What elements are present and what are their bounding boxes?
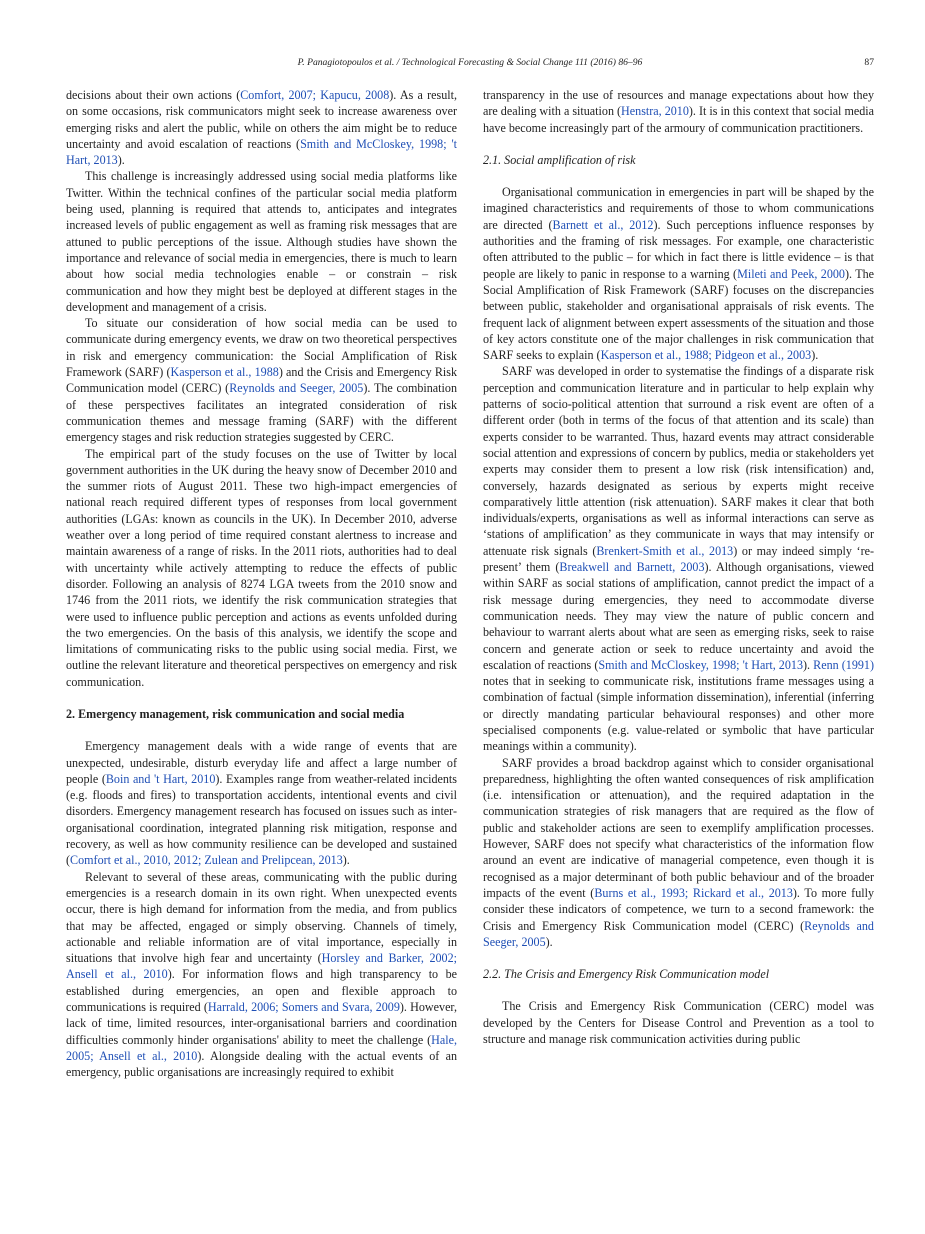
running-header [66,57,874,73]
paragraph: The empirical part of the study focuses on the use of Twitter by local government authorities in the UK during the heavy snow of December 2010 and the summer riots of August 2011. These two high-impact emergencies of national reach required different types of responses from local government authorities (LGAs: known as councils in the UK). In December 2010, adverse weather over a long period of time required constant alertness to increase and maintain awareness of a range of risks. In the 2011 riots, authorities had to deal with uncertainty while actively attempting to reduce the effects of public disorder. Following an analysis of 8274 LGA tweets from the 2010 snow and 1746 from the 2011 riots, we identify the risk communication strategies that were used to influence public perception and actions as events unfolded during the two emergencies. On the basis of this analysis, we identify the scope and limitations of communicating risks to the public using social media. First, we outline the relevant literature and theoretical perspectives on emergency and risk communication. [66,446,457,689]
citation-link[interactable]: Hale, 2005; Ansell et al., 2010 [66,1032,457,1063]
page-number: 87 [864,57,874,68]
citation-link[interactable]: Horsley and Barker, 2002; Ansell et al., 2010 [66,951,458,982]
paragraph: The Crisis and Emergency Risk Communication (CERC) model was developed by the Centers for Disease Control and Prevention as a tool to structure and manage risk communication activities during public [483,999,874,1047]
citation-link[interactable]: Smith and McCloskey, 1998; 't Hart, 2013 [598,657,803,672]
paragraph: This challenge is increasingly addressed using social media platforms like Twitter. Within the technical confines of the particular social media platform being used, planning is required that attends to, anticipates and integrates increased levels of public engagement as well as framing risk messages that are attuned to public perceptions of the issue. Although studies have shown the importance and relevance of social media in emergencies, there is much to learn about how social media technologies enable – or constrain – risk communication and how they might best be deployed at different stages in the development and management of a crisis. [66,169,457,314]
paragraph: transparency in the use of resources and manage expectations about how they are dealing with a situation (Henstra, 2010). It is in this context that social media have become increasingly part of the armoury of communication practitioners. [483,88,874,135]
paragraph: Organisational communication in emergencies in part will be shaped by the imagined characteristics and requirements of those to whom communications are directed (Barnett et al., 2012). Such perceptions influence responses by authorities and the framing of risk messages. For example, one characteristic often attributed to the public – for which in fact there is little evidence – is that people are likely to panic in response to a warning (Mileti and Peek, 2000). The Social Amplification of Risk Framework (SARF) focuses on the discrepancies between public, stakeholder and organisational appraisals of risk events. The frequent lack of alignment between expert assessments of the situation and those of key actors constitute one of the major challenges in risk communication that SARF seeks to explain (Kasperson et al., 1988; Pidgeon et al., 2003). [483,185,874,363]
paragraph: SARF was developed in order to systematise the findings of a disparate risk perception and communication literature and in particular to help explain why patterns of socio-political attention that surround a risk event are often of a different order (both in terms of the focus of that attention and its scale) than experts consider to be warranted. Thus, hazard events may attract considerable social attention and expressions of concern by publics, media or stakeholders yet experts may consider them to present a low risk (risk intensification) and, conversely, hazards designated as serious by experts might receive comparatively little attention (risk attenuation). SARF makes it clear that both individuals/experts, organisations as well as informal interactions can serve as ‘stations of amplification’ as they communicate in ways that may intensify or attenuate risk signals (Brenkert-Smith et al., 2013) or may indeed simply ‘re-present’ them (Breakwell and Barnett, 2003). Although organisations, viewed within SARF as social stations of amplification, cannot predict the impact of a risk message during emergencies, they need to accommodate diverse communication needs. They may view the nature of public concern and behaviour to warrant alerts about what are seen as emerging risks, seek to raise concern and generate action or seek to reduce uncertainty and avoid the escalation of reactions (Smith and McCloskey, 1998; 't Hart, 2013). Renn (1991) notes that in seeking to communicate risk, institutions frame messages using a combination of factual (simple information dissemination), inferential (inferring or directly mandating particular behavioural responses) and other more specialised components (e.g. value-related or symbolic that have particular meanings within a community). [483,364,875,754]
citation-link[interactable]: Comfort, 2007; Kapucu, 2008 [240,88,390,102]
citation-link[interactable]: Boin and 't Hart, 2010 [105,771,216,786]
citation-link[interactable]: Smith and McCloskey, 1998; 't Hart, 2013 [66,136,457,168]
left-column [66,87,457,1081]
paragraph: decisions about their own actions (Comfort, 2007; Kapucu, 2008). As a result, on some occasions, risk communicators might seek to increase awareness over emerging risks and alert the public, while on others the aim might be to reduce uncertainty and avoid escalation of reactions (Smith and McCloskey, 1998; 't Hart, 2013). [66,88,457,168]
section-heading: 2. Emergency management, risk communication and social media [66,706,405,721]
subsection-heading: 2.2. The Crisis and Emergency Risk Communication model [483,967,770,982]
right-column [483,87,874,1047]
citation-link[interactable]: Mileti and Peek, 2000 [737,266,845,281]
citation-link[interactable]: Reynolds and Seeger, 2005 [483,918,874,949]
citation-link[interactable]: Renn (1991) [813,657,874,672]
citation-link[interactable]: Harrald, 2006; Somers and Svara, 2009 [207,1000,400,1015]
paragraph: To situate our consideration of how social media can be used to communicate during emergency events, we draw on two theoretical perspectives in risk and emergency communication: the Social Amplification of Risk Framework (SARF) (Kasperson et al., 1988) and the Crisis and Emergency Risk Communication model (CERC) (Reynolds and Seeger, 2005). The combination of these perspectives facilitates an integrated consideration of risk communication themes and message framing (SARF) with the different emergency stages and risk reduction strategies suggested by CERC. [66,316,457,445]
journal-citation: P. Panagiotopoulos et al. / Technological Forecasting & Social Change 111 (2016) 86–96 [297,57,643,68]
paragraph: Emergency management deals with a wide range of events that are unexpected, undesirable, disturb everyday life and affect a large number of people (Boin and 't Hart, 2010). Examples range from weather-related incidents (e.g. floods and fires) to transportation accidents, intentional events and civil disorders. Emergency management research has focused on issues such as inter-organisational coordination, integrated planning risk mitigation, response and recovery, as well as how community resilience can be developed and sustained (Comfort et al., 2010, 2012; Zulean and Prelipcean, 2013). [66,739,457,868]
citation-link[interactable]: Henstra, 2010 [621,104,689,119]
citation-link[interactable]: Brenkert-Smith et al., 2013 [596,543,734,558]
citation-link[interactable]: Burns et al., 1993; Rickard et al., 2013 [594,885,793,900]
citation-link[interactable]: Kasperson et al., 1988; Pidgeon et al., 2003 [600,348,812,363]
paragraph: SARF provides a broad backdrop against which to consider organisational preparedness, highlighting the often wanted consequences of risk amplification (i.e. intensification or attenuation), and the required adaptation in the communication strategies of risk managers that are required as the flow of public and stakeholder actions are seen to exemplify amplification processes. However, SARF does not specify what characteristics of the information flow around an event are indicative of managerial competence, even though it is recognised as a major determinant of both public behaviour and of the broader impacts of the event (Burns et al., 1993; Rickard et al., 2013). To more fully consider these indicators of competence, we turn to a second framework: the Crisis and Emergency Risk Communication model (CERC) (Reynolds and Seeger, 2005). [483,755,875,949]
citation-link[interactable]: Reynolds and Seeger, 2005 [229,381,364,396]
citation-link[interactable]: Comfort et al., 2010, 2012; Zulean and Prelipcean, 2013 [70,853,343,868]
subsection-heading: 2.1. Social amplification of risk [483,152,636,167]
citation-link[interactable]: Breakwell and Barnett, 2003 [559,560,705,575]
citation-link[interactable]: Kasperson et al., 1988 [170,365,279,380]
citation-link[interactable]: Barnett et al., 2012 [552,217,654,232]
paragraph: Relevant to several of these areas, communicating with the public during emergencies is a research domain in its own right. When unexpected events occur, there is high demand for information from the media, and from publics that may be affected, engaged or simply observing. Channels of timely, actionable and reliable information are of vital importance, especially in situations that involve high fear and uncertainty (Horsley and Barker, 2002; Ansell et al., 2010). For information flows and high transparency to be established during emergencies, an open and flexible approach to communications is required (Harrald, 2006; Somers and Svara, 2009). However, lack of time, limited resources, inter-organisational barriers and coordination difficulties commonly hinder organisations' ability to meet the challenge (Hale, 2005; Ansell et al., 2010). Alongside dealing with the actual events of an emergency, public organisations are increasingly required to exhibit [66,869,458,1080]
